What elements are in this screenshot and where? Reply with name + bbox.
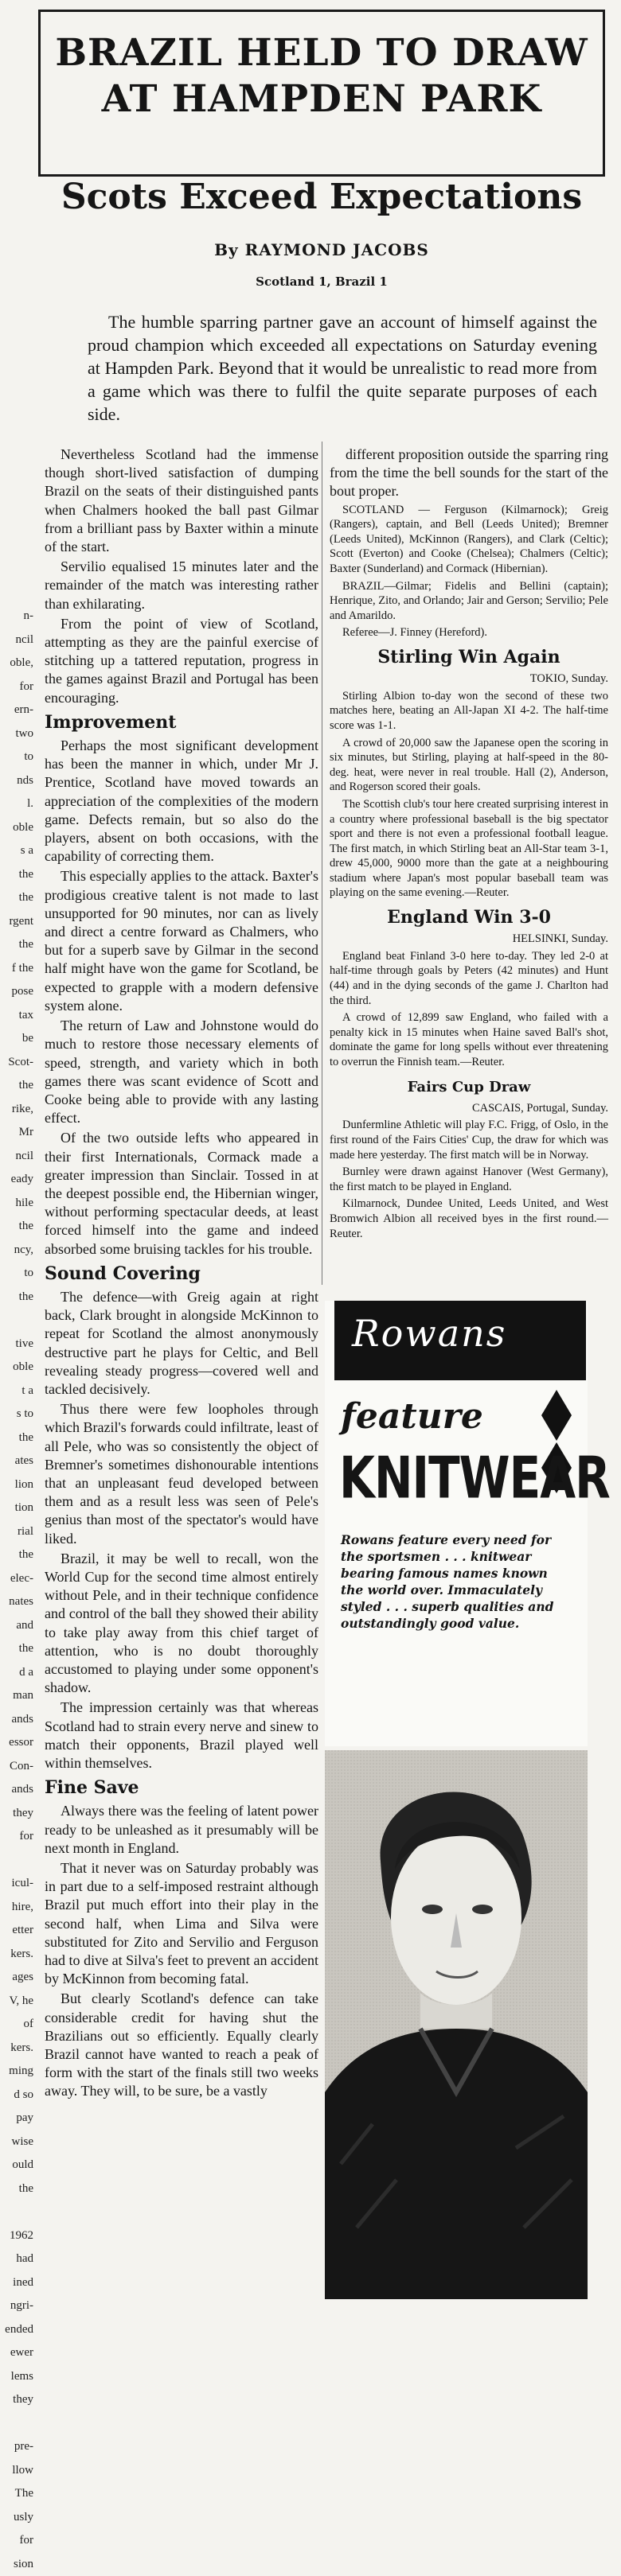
edge-fragment: ern- xyxy=(0,698,35,722)
knitwear-advert xyxy=(325,1301,588,1746)
advert-product-word: KNITWEAR xyxy=(339,1444,610,1512)
edge-fragment: kers. xyxy=(0,1943,35,1967)
edge-fragment xyxy=(0,1309,35,1333)
intro-paragraph-block xyxy=(88,310,597,426)
edge-fragment: llow xyxy=(0,2459,35,2483)
edge-fragment: s to xyxy=(0,1403,35,1426)
headline-line-2: AT HAMPDEN PARK xyxy=(41,77,603,122)
edge-fragment: kers. xyxy=(0,2037,35,2060)
stirling-heading: Stirling Win Again xyxy=(330,648,608,667)
scotland-lineup: SCOTLAND — Ferguson (Kilmarnock); Greig (Rangers), captain, and Bell (Leeds United); Bremner (Leeds United), McKinnon (Rangers), and Clark (Celtic); Scott (Everton) and Cooke (Chelsea); Chalmers (Celtic); Baxter (Sunderland) and Cormack (Hibernian). xyxy=(330,503,608,577)
article-left-column xyxy=(45,446,318,2103)
edge-fragment: two xyxy=(0,722,35,746)
edge-fragment: wise xyxy=(0,2130,35,2154)
edge-fragment: tive xyxy=(0,1333,35,1356)
edge-fragment: l. xyxy=(0,792,35,816)
edge-fragment: ands xyxy=(0,1708,35,1732)
section-heading-fine-save: Fine Save xyxy=(45,1779,318,1797)
edge-fragment: had xyxy=(0,2247,35,2271)
edge-fragment: nds xyxy=(0,769,35,793)
edge-fragment: ined xyxy=(0,2271,35,2295)
subheadline: Scots Exceed Expectations xyxy=(38,177,605,217)
edge-fragment: ould xyxy=(0,2154,35,2177)
edge-fragment: d a xyxy=(0,1661,35,1685)
article-paragraph: But clearly Scotland's defence can take considerable credit for having shut the Brazilians out so efficiently. Equally clearly Brazil cannot have wanted to reach a peak of form with the start of the finals still two weeks away. They will, to be sure, be a vastly xyxy=(45,1990,318,2100)
article-paragraph: Always there was the feeling of latent power ready to be unleashed as it presumably will be next month in England. xyxy=(45,1802,318,1858)
advert-feature-word: feature xyxy=(341,1396,483,1437)
edge-fragment: Con- xyxy=(0,1755,35,1779)
edge-fragment: the xyxy=(0,886,35,910)
edge-fragment: ncil xyxy=(0,628,35,652)
edge-fragment: tax xyxy=(0,1004,35,1028)
edge-fragment: the xyxy=(0,1286,35,1309)
stirling-report xyxy=(330,671,608,901)
article-paragraph: The return of Law and Johnstone would do much to restore those necessary elements of speed, strength, and variety which in both games there was scant evidence of Scott and Cooke being able to provide with any lasting effect. xyxy=(45,1017,318,1127)
advert-copy: Rowans feature every need for the sportsmen . . . knitwear bearing famous names known the world over. Immaculately styled . . . superb qualities and outstandingly good value. xyxy=(341,1531,572,1632)
edge-fragment: pay xyxy=(0,2107,35,2130)
edge-fragment: man xyxy=(0,1684,35,1708)
edge-fragment: for xyxy=(0,2529,35,2553)
edge-fragment: Scot- xyxy=(0,1051,35,1075)
edge-fragment: oble, xyxy=(0,652,35,675)
edge-fragment: for xyxy=(0,675,35,699)
article-paragraph: From the point of view of Scotland, attempting as they are the painful exercise of stitching up a tattered reputation, progress in the games against Brazil and Portugal has been encouraging. xyxy=(45,615,318,707)
headline-box xyxy=(38,10,605,177)
edge-fragment: the xyxy=(0,1074,35,1098)
edge-fragment: the xyxy=(0,1637,35,1661)
edge-fragment: nates xyxy=(0,1590,35,1614)
article-paragraph: Thus there were few loopholes through which Brazil's forwards could infiltrate, least of all Pele, who was so consistently the object of Bremner's sometimes dishonourable intentions that an unpleasant feud developed between them and as a result less was seen of Pele's genius than most of the spectator's would have liked. xyxy=(45,1400,318,1548)
report-paragraph: Stirling Albion to-day won the second of these two matches here, beating an All-Japan XI 4-2. The half-time score was 1-1. xyxy=(330,689,608,733)
brand-logo: Rowans xyxy=(352,1312,506,1355)
edge-fragment: ncy, xyxy=(0,1239,35,1263)
edge-fragment: usly xyxy=(0,2506,35,2530)
edge-fragment: the xyxy=(0,2177,35,2201)
edge-fragment: rgent xyxy=(0,910,35,934)
edge-fragment: the xyxy=(0,863,35,887)
report-paragraph: Dunfermline Athletic will play F.C. Frigg, of Oslo, in the first round of the Fairs Cities' Cup, the draw for which was made here yesterday. The first match will be in Norway. xyxy=(330,1118,608,1162)
edge-fragment: ngri- xyxy=(0,2294,35,2318)
edge-fragment: eady xyxy=(0,1168,35,1192)
edge-fragment: oble xyxy=(0,816,35,840)
edge-fragment: the xyxy=(0,1426,35,1450)
edge-fragment: be xyxy=(0,1027,35,1051)
report-paragraph: Kilmarnock, Dundee United, Leeds United, and West Bromwich Albion all received byes in the first round.—Reuter. xyxy=(330,1197,608,1241)
adjacent-column-fragments xyxy=(0,605,35,1782)
team-lineups xyxy=(330,503,608,640)
edge-fragment: n- xyxy=(0,605,35,628)
edge-fragment: pose xyxy=(0,980,35,1004)
byline: By RAYMOND JACOBS xyxy=(38,240,605,259)
article-paragraph: different proposition outside the sparring ring from the time the bell sounds for the start of the bout proper. xyxy=(330,446,608,501)
edge-fragment: sion xyxy=(0,2553,35,2576)
article-paragraph: That it never was on Saturday probably was in part due to a self-imposed restraint although Brazil put much effort into their play in the second half, when Lima and Silva were substituted for Zito and Servilio and Ferguson had to dive at Silva's feet to prevent an accident by McKinnon from becoming fatal. xyxy=(45,1859,318,1988)
edge-fragment: ncil xyxy=(0,1145,35,1169)
article-paragraph: Brazil, it may be well to recall, won the World Cup for the second time almost entirely without Pele, and in their technique confidence and control of the ball they showed their ability to take play away from this chief target of attention, who is no doubt thoroughly accustomed to playing under some opponent's shadow. xyxy=(45,1550,318,1698)
article-paragraph: Servilio equalised 15 minutes later and the remainder of the match was interesting rather than exhilarating. xyxy=(45,558,318,613)
edge-fragment: elec- xyxy=(0,1567,35,1591)
edge-fragment: ming xyxy=(0,2060,35,2084)
article-paragraph: Perhaps the most significant development has been the manner in which, under Mr J. Prentice, Scotland have moved towards an appreciation of the complexities of the modern game. Defects remain, but so also do the players, absent on both occasions, with the capability of correcting them. xyxy=(45,737,318,866)
edge-fragment xyxy=(0,1849,35,1873)
section-heading-improvement: Improvement xyxy=(45,714,318,732)
edge-fragment: lems xyxy=(0,2365,35,2389)
article-paragraph: The impression certainly was that whereas Scotland had to strain every nerve and sinew to match their opponents, Brazil played well within themselves. xyxy=(45,1699,318,1772)
edge-fragment: icul- xyxy=(0,1872,35,1896)
article-paragraph: Nevertheless Scotland had the immense though short-lived satisfaction of dumping Brazil on the seats of their distinguished pants when Chalmers hooked the ball past Gilmar from a brilliant pass by Baxter within a minute of the start. xyxy=(45,446,318,556)
edge-fragment: hire, xyxy=(0,1896,35,1920)
edge-fragment: rial xyxy=(0,1520,35,1544)
edge-fragment: lion xyxy=(0,1473,35,1497)
edge-fragment: to xyxy=(0,1262,35,1286)
dateline: CASCAIS, Portugal, Sunday. xyxy=(330,1101,608,1116)
edge-fragment: they xyxy=(0,1802,35,1826)
edge-fragment: hile xyxy=(0,1192,35,1216)
edge-fragment: d so xyxy=(0,2084,35,2107)
edge-fragment: The xyxy=(0,2482,35,2506)
fairs-cup-heading: Fairs Cup Draw xyxy=(330,1078,608,1096)
edge-fragment: oble xyxy=(0,1356,35,1379)
edge-fragment xyxy=(0,2412,35,2436)
edge-fragment: ates xyxy=(0,1449,35,1473)
article-paragraph: The defence—with Greig again at right back, Clark brought in alongside McKinnon to repeat for Scotland the almost anonymously destructive part he plays for Celtic, and Bell revealing steady progress—covered well and tackled decisively. xyxy=(45,1288,318,1399)
advert-brand-banner xyxy=(334,1301,586,1380)
report-paragraph: Burnley were drawn against Hanover (West Germany), the first match to be played in England. xyxy=(330,1165,608,1194)
dateline: HELSINKI, Sunday. xyxy=(330,932,608,947)
report-paragraph: England beat Finland 3-0 here to-day. They led 2-0 at half-time through goals by Peters (42 minutes) and Hunt (44) and in the dying seconds of the game J. Charlton had the third. xyxy=(330,949,608,1008)
article-paragraph: This especially applies to the attack. Baxter's prodigious creative talent is not made to last unsupported for 90 minutes, nor can as lively and direct a centre forward as Chalmers, who but for a superb save by Gilmar in the second half might have won the game for Scotland, be expected to grapple with a modern defensive system alone. xyxy=(45,867,318,1015)
referee-line: Referee—J. Finney (Hereford). xyxy=(330,625,608,640)
brazil-lineup: BRAZIL—Gilmar; Fidelis and Bellini (captain); Henrique, Zito, and Orlando; Jair and Gerson; Servilio; Pele and Amarildo. xyxy=(330,579,608,624)
report-paragraph: A crowd of 12,899 saw England, who failed with a penalty kick in 15 minutes when Haine saved Ball's shot, dominate the game for long spells without ever threatening to overrun the Finnish team.—Reuter. xyxy=(330,1010,608,1069)
edge-fragment: etter xyxy=(0,1919,35,1943)
edge-fragment: ages xyxy=(0,1966,35,1990)
article-paragraph: Of the two outside lefts who appeared in their first Internationals, Cormack made a greater impression than Sinclair. Tossed in at the deepest possible end, the Hibernian winger, without performing spectacular deeds, at least forced himself into the game and indeed absorbed some bruising tackles for his trouble. xyxy=(45,1129,318,1258)
edge-fragment: Mr xyxy=(0,1121,35,1145)
headline-line-1: BRAZIL HELD TO DRAW xyxy=(41,31,603,76)
article-right-column xyxy=(330,446,608,1243)
report-paragraph: A crowd of 20,000 saw the Japanese open the scoring in six minutes, but Stirling, playing at half-speed in the 80-deg. heat, were never in real trouble. Hall (2), Anderson, and Rogerson scored their goals. xyxy=(330,736,608,795)
england-report xyxy=(330,932,608,1069)
edge-fragment: s a xyxy=(0,839,35,863)
edge-fragment: 1962 xyxy=(0,2224,35,2248)
edge-fragment: the xyxy=(0,1215,35,1239)
advert-photograph xyxy=(325,1750,588,2299)
fairs-cup-report xyxy=(330,1101,608,1241)
edge-fragment: essor xyxy=(0,1731,35,1755)
intro-paragraph: The humble sparring partner gave an account of himself against the proud champion which exceeded all expectations on Saturday evening at Hampden Park. Beyond that it would be unrealistic to read more from a game which was there to fulfil the quite separate purposes of each side. xyxy=(88,310,597,426)
edge-fragment: ended xyxy=(0,2318,35,2342)
man-portrait-icon xyxy=(325,1750,588,2299)
edge-fragment: of xyxy=(0,2013,35,2037)
edge-fragment xyxy=(0,2200,35,2224)
dateline: TOKIO, Sunday. xyxy=(330,671,608,687)
section-heading-sound-covering: Sound Covering xyxy=(45,1265,318,1283)
edge-fragment: f the xyxy=(0,957,35,981)
edge-fragment: they xyxy=(0,2388,35,2412)
edge-fragment: for xyxy=(0,1825,35,1849)
england-heading: England Win 3-0 xyxy=(330,909,608,927)
edge-fragment: the xyxy=(0,1543,35,1567)
edge-fragment: and xyxy=(0,1614,35,1638)
edge-fragment: to xyxy=(0,745,35,769)
edge-fragment: ands xyxy=(0,1778,35,1802)
edge-fragment: tion xyxy=(0,1496,35,1520)
edge-fragment: rike, xyxy=(0,1098,35,1122)
edge-fragment: t a xyxy=(0,1379,35,1403)
edge-fragment: ewer xyxy=(0,2341,35,2365)
edge-fragment: the xyxy=(0,933,35,957)
report-paragraph: The Scottish club's tour here created surprising interest in a country where professional baseball is the big spectator sport and there is not even a professional football league. The first match, in which Stirling beat an All-Star team 3-1, drew 45,000, 9000 more than the gate at a neighbouring stadium where Japan's most popular baseball team was playing on the same evening.—Reuter. xyxy=(330,797,608,901)
score-line: Scotland 1, Brazil 1 xyxy=(38,274,605,289)
edge-fragment: pre- xyxy=(0,2435,35,2459)
edge-fragment: V, he xyxy=(0,1990,35,2014)
